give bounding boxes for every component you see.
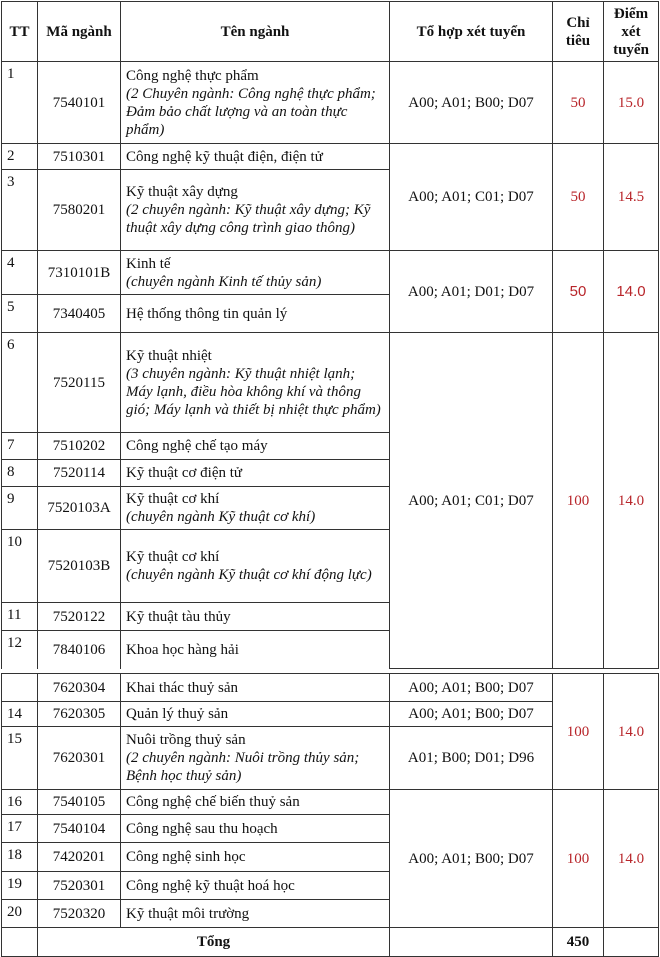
row-tt: 8 — [2, 460, 38, 487]
row-score: 14.0 — [604, 251, 659, 333]
header-row — [2, 2, 659, 62]
major-sub: (chuyên ngành Kinh tế thủy sản) — [126, 273, 322, 290]
total-quota: 450 — [553, 928, 604, 957]
row-name: Khai thác thuỷ sản — [121, 674, 390, 702]
row-name — [121, 251, 390, 295]
row-code: 7520301 — [38, 872, 121, 900]
row-combo: A00; A01; C01; D07 — [390, 144, 553, 251]
total-combo — [390, 928, 553, 957]
major-sub: (2 chuyên ngành: Kỹ thuật xây dựng; Kỹ thuật xây dựng công trình giao thông) — [126, 202, 371, 236]
row-name: Kỹ thuật tàu thủy — [121, 603, 390, 631]
row-tt: 9 — [2, 487, 38, 530]
row-tt: 15 — [2, 727, 38, 790]
row-code: 7620305 — [38, 702, 121, 727]
header-code: Mã ngành — [38, 2, 121, 62]
row-code: 7520114 — [38, 460, 121, 487]
row-quota: 50 — [553, 144, 604, 251]
row-tt: 5 — [2, 295, 38, 333]
row-tt: 20 — [2, 900, 38, 928]
row-code: 7580201 — [38, 170, 121, 251]
row-code: 7510301 — [38, 144, 121, 170]
admission-table-part-2 — [1, 673, 659, 957]
row-name: Kỹ thuật môi trường — [121, 900, 390, 928]
table-row — [2, 62, 659, 144]
major-sub: (2 chuyên ngành: Nuôi trồng thủy sản; Bệnh học thuỷ sản) — [126, 750, 360, 784]
row-quota: 50 — [553, 62, 604, 144]
row-tt: 19 — [2, 872, 38, 900]
total-score — [604, 928, 659, 957]
row-tt: 12 — [2, 631, 38, 669]
row-name — [121, 62, 390, 144]
row-tt: 6 — [2, 333, 38, 433]
row-code: 7340405 — [38, 295, 121, 333]
row-name — [121, 333, 390, 433]
row-code: 7520103B — [38, 530, 121, 603]
major-name: Kỹ thuật cơ khí — [126, 491, 220, 507]
total-tt — [2, 928, 38, 957]
row-code: 7620304 — [38, 674, 121, 702]
row-code: 7540105 — [38, 790, 121, 815]
row-name: Quản lý thuỷ sản — [121, 702, 390, 727]
row-quota: 50 — [553, 251, 604, 333]
row-code: 7620301 — [38, 727, 121, 790]
row-tt: 16 — [2, 790, 38, 815]
major-sub: (chuyên ngành Kỹ thuật cơ khí) — [126, 509, 316, 525]
row-score: 15.0 — [604, 62, 659, 144]
major-name: Kỹ thuật cơ khí — [126, 549, 220, 565]
major-name: Kinh tế — [126, 255, 171, 272]
table-row — [2, 251, 659, 295]
row-code: 7540101 — [38, 62, 121, 144]
table-row — [2, 144, 659, 170]
row-code: 7520103A — [38, 487, 121, 530]
row-code: 7420201 — [38, 843, 121, 872]
row-tt: 17 — [2, 815, 38, 843]
table-row — [2, 790, 659, 815]
row-name: Khoa học hàng hải — [121, 631, 390, 669]
header-quota: Chỉ tiêu — [553, 2, 604, 62]
major-name: Kỹ thuật nhiệt — [126, 347, 212, 364]
row-code: 7520115 — [38, 333, 121, 433]
row-name — [121, 170, 390, 251]
row-name: Hệ thống thông tin quản lý — [121, 295, 390, 333]
row-combo: A00; A01; C01; D07 — [390, 333, 553, 669]
table-row — [2, 674, 659, 702]
header-score: Điểm xét tuyển — [604, 2, 659, 62]
major-sub: (2 Chuyên ngành: Công nghệ thực phẩm; Đảm bảo chất lượng và an toàn thực phẩm) — [126, 85, 376, 138]
row-tt: 10 — [2, 530, 38, 603]
row-code: 7540104 — [38, 815, 121, 843]
row-name: Công nghệ chế biến thuỷ sản — [121, 790, 390, 815]
row-combo: A01; B00; D01; D96 — [390, 727, 553, 790]
row-name — [121, 487, 390, 530]
row-score: 14.0 — [604, 790, 659, 928]
row-tt: 3 — [2, 170, 38, 251]
row-name: Kỹ thuật cơ điện tử — [121, 460, 390, 487]
row-code: 7510202 — [38, 433, 121, 460]
row-combo: A00; A01; B00; D07 — [390, 674, 553, 702]
header-combo: Tổ hợp xét tuyển — [390, 2, 553, 62]
row-tt — [2, 674, 38, 702]
row-tt: 1 — [2, 62, 38, 144]
row-combo: A00; A01; B00; D07 — [390, 62, 553, 144]
row-name: Công nghệ sau thu hoạch — [121, 815, 390, 843]
row-score: 14.0 — [604, 333, 659, 669]
row-code: 7520320 — [38, 900, 121, 928]
row-score: 14.5 — [604, 144, 659, 251]
row-name: Công nghệ kỹ thuật điện, điện tử — [121, 144, 390, 170]
row-combo: A00; A01; B00; D07 — [390, 702, 553, 727]
admission-table-part-1 — [1, 1, 659, 669]
major-name: Công nghệ thực phẩm — [126, 67, 259, 84]
row-quota: 100 — [553, 790, 604, 928]
header-tt: TT — [2, 2, 38, 62]
major-name: Nuôi trồng thuỷ sản — [126, 732, 246, 748]
row-tt: 18 — [2, 843, 38, 872]
row-tt: 4 — [2, 251, 38, 295]
row-tt: 11 — [2, 603, 38, 631]
total-row — [2, 928, 659, 957]
row-tt: 7 — [2, 433, 38, 460]
major-sub: (3 chuyên ngành: Kỹ thuật nhiệt lạnh; Máy lạnh, điều hòa không khí và thông gió; Máy lạnh và thiết bị nhiệt thực phẩm) — [126, 365, 381, 418]
row-name: Công nghệ chế tạo máy — [121, 433, 390, 460]
row-name: Công nghệ sinh học — [121, 843, 390, 872]
row-code: 7520122 — [38, 603, 121, 631]
row-combo: A00; A01; D01; D07 — [390, 251, 553, 333]
row-name — [121, 530, 390, 603]
row-tt: 14 — [2, 702, 38, 727]
row-quota: 100 — [553, 674, 604, 790]
major-name: Kỹ thuật xây dựng — [126, 184, 238, 200]
header-name: Tên ngành — [121, 2, 390, 62]
row-name: Công nghệ kỹ thuật hoá học — [121, 872, 390, 900]
row-quota: 100 — [553, 333, 604, 669]
row-code: 7840106 — [38, 631, 121, 669]
row-code: 7310101B — [38, 251, 121, 295]
row-tt: 2 — [2, 144, 38, 170]
total-label: Tổng — [38, 928, 390, 957]
major-sub: (chuyên ngành Kỹ thuật cơ khí động lực) — [126, 567, 372, 583]
row-combo: A00; A01; B00; D07 — [390, 790, 553, 928]
row-name — [121, 727, 390, 790]
table-row — [2, 333, 659, 433]
row-score: 14.0 — [604, 674, 659, 790]
